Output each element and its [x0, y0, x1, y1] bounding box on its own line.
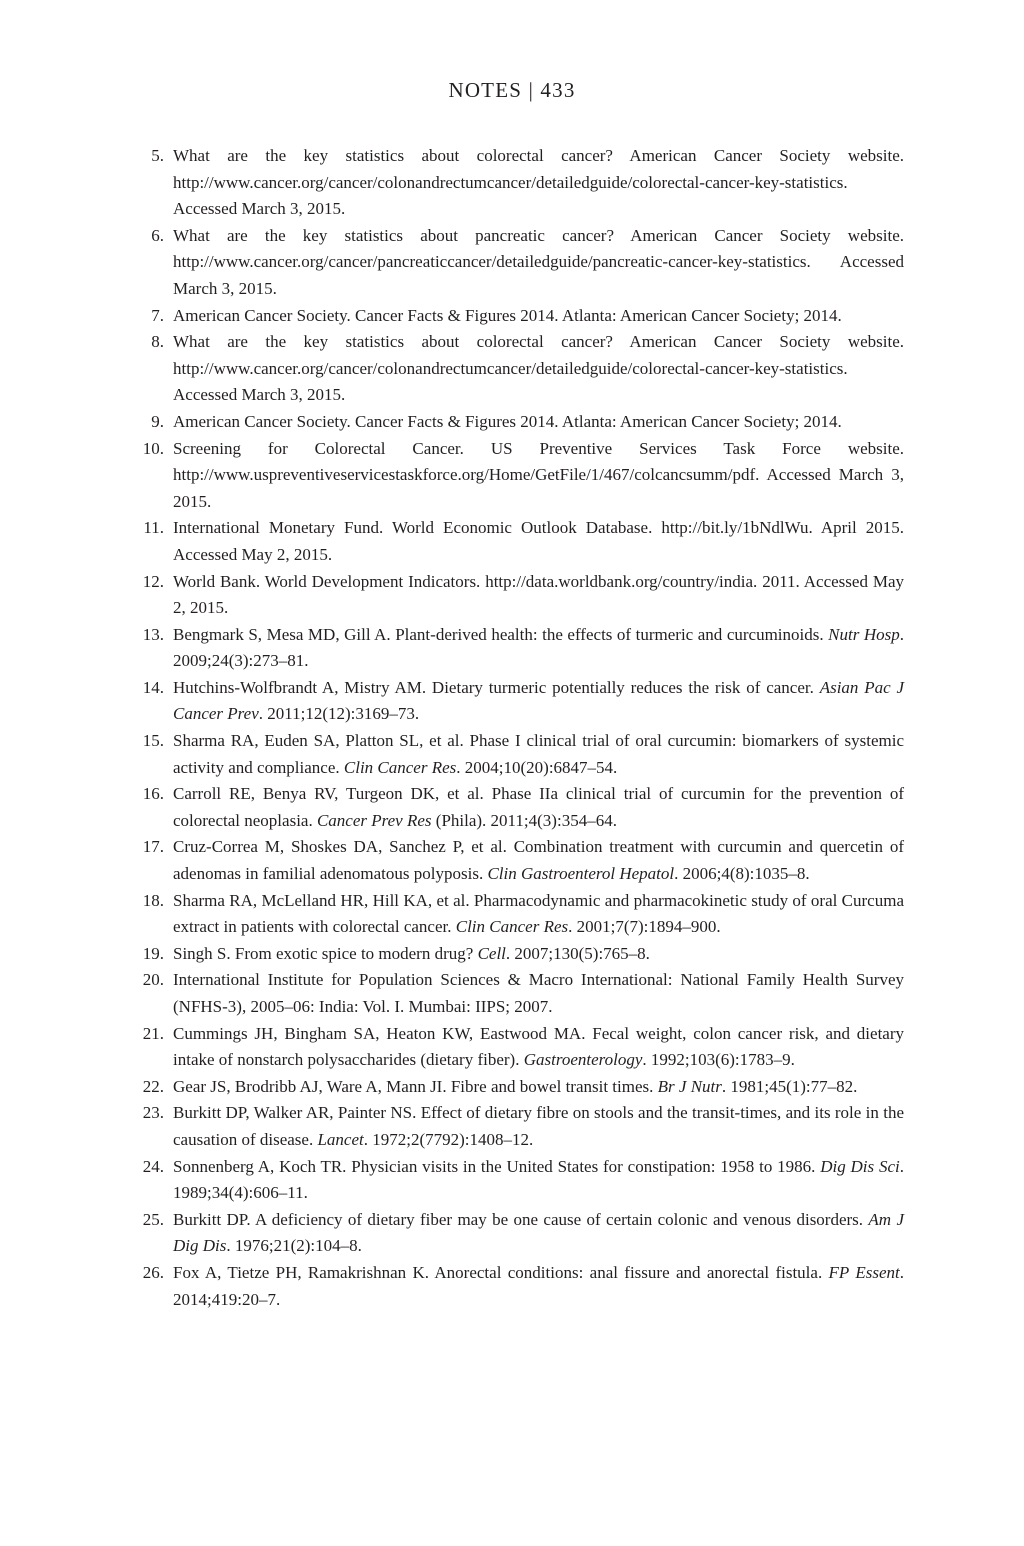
note-number: 25. — [142, 1209, 164, 1229]
journal-title: Clin Gastroenterol Hepatol — [487, 864, 675, 884]
citation-text: Sonnenberg A, Koch TR. Physician visits in the United States for constipation: 1958 to 1986. — [173, 1156, 821, 1176]
note-item — [120, 1021, 904, 1074]
journal-title: Clin Cancer Res — [455, 917, 569, 937]
note-number: 8. — [151, 332, 164, 352]
journal-title: Asian Pac J Cancer Prev — [173, 677, 905, 724]
citation-text: Bengmark S, Mesa MD, Gill A. Plant-derived health: the effects of turmeric and curcuminoids. — [173, 624, 829, 644]
citation-text: Screening for Colorectal Cancer. US Preventive Services Task Force website. http://www.uspreventiveservicestaskforce.org/Home/GetFile/1/467/colcancsumm/pdf. Accessed March 3, 2015. — [173, 438, 904, 511]
note-number: 10. — [142, 438, 164, 458]
journal-title: Lancet — [317, 1129, 364, 1149]
note-item — [120, 569, 904, 622]
note-number: 14. — [142, 677, 164, 697]
note-number: 19. — [142, 943, 164, 963]
note-text — [173, 1074, 904, 1101]
citation-text: Cruz-Correa M, Shoskes DA, Sanchez P, et al. Combination treatment with curcumin and quercetin of adenomas in familial adenomatous polyposis. — [173, 837, 904, 884]
note-text — [173, 941, 904, 968]
note-number: 11. — [143, 518, 164, 538]
note-item — [120, 967, 904, 1020]
note-text — [173, 1207, 904, 1260]
note-text — [173, 781, 904, 834]
note-number: 22. — [142, 1076, 164, 1096]
citation-text: . 2014;419:20–7. — [173, 1262, 904, 1309]
note-item — [120, 436, 904, 516]
journal-title: FP Essent — [828, 1262, 900, 1282]
citation-text: . 1981;45(1):77–82. — [721, 1076, 858, 1096]
note-number: 6. — [151, 225, 164, 245]
journal-title: Cell — [477, 943, 506, 963]
note-item — [120, 728, 904, 781]
note-text — [173, 1100, 904, 1153]
note-item — [120, 223, 904, 303]
citation-text: Burkitt DP. A deficiency of dietary fiber may be one cause of certain colonic and venous disorders. — [173, 1209, 869, 1229]
notes-list — [120, 143, 904, 1313]
citation-text: International Institute for Population Sciences & Macro International: National Family Health Survey (NFHS-3), 2005–06: India: Vol. I. Mumbai: IIPS; 2007. — [173, 970, 904, 1016]
citation-text: . 2006;4(8):1035–8. — [674, 864, 810, 884]
note-text — [173, 303, 904, 330]
citation-text: . 1989;34(4):606–11. — [173, 1156, 904, 1203]
journal-title: Dig Dis Sci — [820, 1156, 900, 1176]
note-item — [120, 1154, 904, 1207]
citation-text: Burkitt DP, Walker AR, Painter NS. Effect of dietary fibre on stools and the transit-times, and its role in the causation of disease. — [173, 1103, 904, 1149]
note-item — [120, 303, 904, 330]
note-text — [173, 515, 904, 568]
note-number: 21. — [142, 1023, 164, 1043]
journal-title: Nutr Hosp — [828, 624, 900, 644]
note-text — [173, 143, 904, 223]
citation-text: . 1976;21(2):104–8. — [226, 1236, 362, 1256]
note-text — [173, 436, 904, 516]
note-item — [120, 1260, 904, 1313]
note-text — [173, 409, 904, 436]
journal-title: Cancer Prev Res — [316, 810, 432, 830]
note-text — [173, 622, 904, 675]
citation-text: Singh S. From exotic spice to modern drug? — [173, 943, 478, 963]
note-item — [120, 888, 904, 941]
note-item — [120, 941, 904, 968]
citation-text: Carroll RE, Benya RV, Turgeon DK, et al. Phase IIa clinical trial of curcumin for the prevention of colorectal neoplasia. — [173, 784, 904, 830]
note-number: 17. — [142, 837, 164, 857]
citation-text: . 2011;12(12):3169–73. — [258, 704, 420, 724]
note-text — [173, 569, 904, 622]
citation-text: . 2004;10(20):6847–54. — [456, 757, 618, 777]
note-text — [173, 967, 904, 1020]
note-text — [173, 223, 904, 303]
note-item — [120, 1100, 904, 1153]
citation-text: . 2009;24(3):273–81. — [173, 624, 904, 671]
citation-text: American Cancer Society. Cancer Facts & Figures 2014. Atlanta: American Cancer Society; 2014. — [173, 411, 842, 431]
note-text — [173, 1021, 904, 1074]
note-text — [173, 834, 904, 887]
note-number: 16. — [142, 784, 164, 804]
citation-text: . 2007;130(5):765–8. — [505, 943, 650, 963]
note-item — [120, 834, 904, 887]
citation-text: Cummings JH, Bingham SA, Heaton KW, Eastwood MA. Fecal weight, colon cancer risk, and dietary intake of nonstarch polysaccharides (dietary fiber). — [173, 1023, 904, 1070]
note-text — [173, 1154, 904, 1207]
citation-text: . 1972;2(7792):1408–12. — [363, 1129, 534, 1149]
note-number: 24. — [142, 1156, 164, 1176]
note-item — [120, 329, 904, 409]
citation-text: What are the key statistics about colorectal cancer? American Cancer Society website. http://www.cancer.org/cancer/colonandrectumcancer/detailedguide/colorectal-cancer-key-statistics. Accessed March 3, 2015. — [173, 332, 904, 405]
note-number: 12. — [142, 571, 164, 591]
note-item — [120, 675, 904, 728]
note-item — [120, 781, 904, 834]
citation-text: Sharma RA, Euden SA, Platton SL, et al. Phase I clinical trial of oral curcumin: biomarkers of systemic activity and compliance. — [173, 731, 904, 777]
citation-text: World Bank. World Development Indicators. http://data.worldbank.org/country/india. 2011. Accessed May 2, 2015. — [173, 571, 904, 618]
journal-title: Am J Dig Dis — [173, 1209, 904, 1256]
note-text — [173, 728, 904, 781]
journal-title: Gastroenterology — [523, 1050, 643, 1070]
citation-text: . 2001;7(7):1894–900. — [568, 917, 721, 937]
running-head: NOTES | 433 — [448, 78, 576, 102]
note-item — [120, 1207, 904, 1260]
citation-text: International Monetary Fund. World Economic Outlook Database. http://bit.ly/1bNdlWu. April 2015. Accessed May 2, 2015. — [173, 518, 904, 564]
note-item — [120, 143, 904, 223]
note-item — [120, 622, 904, 675]
journal-title: Clin Cancer Res — [343, 757, 457, 777]
note-number: 7. — [151, 305, 164, 325]
note-number: 23. — [142, 1103, 164, 1123]
note-number: 13. — [142, 624, 164, 644]
citation-text: Gear JS, Brodribb AJ, Ware A, Mann JI. Fibre and bowel transit times. — [173, 1076, 658, 1096]
citation-text: . 1992;103(6):1783–9. — [642, 1050, 795, 1070]
note-number: 5. — [151, 146, 164, 165]
note-item — [120, 515, 904, 568]
note-number: 15. — [142, 731, 164, 751]
note-text — [173, 888, 904, 941]
note-text — [173, 675, 904, 728]
journal-title: Br J Nutr — [657, 1076, 722, 1096]
citation-text: (Phila). 2011;4(3):354–64. — [431, 810, 617, 830]
note-text — [173, 1260, 904, 1313]
note-number: 18. — [142, 890, 164, 910]
citation-text: American Cancer Society. Cancer Facts & Figures 2014. Atlanta: American Cancer Society; 2014. — [173, 305, 842, 325]
citation-text: What are the key statistics about pancreatic cancer? American Cancer Society website. http://www.cancer.org/cancer/pancreaticcancer/detailedguide/pancreatic-cancer-key-statistics. Accessed March 3, 2015. — [173, 225, 904, 298]
citation-text: Sharma RA, McLelland HR, Hill KA, et al. Pharmacodynamic and pharmacokinetic study of oral Curcuma extract in patients with colorectal cancer. — [173, 890, 904, 937]
note-item — [120, 1074, 904, 1101]
note-number: 9. — [151, 411, 164, 431]
citation-text: What are the key statistics about colorectal cancer? American Cancer Society website. http://www.cancer.org/cancer/colonandrectumcancer/detailedguide/colorectal-cancer-key-statistics. Accessed March 3, 2015. — [173, 146, 904, 219]
note-number: 26. — [142, 1262, 164, 1282]
note-number: 20. — [142, 970, 164, 990]
citation-text: Hutchins-Wolfbrandt A, Mistry AM. Dietary turmeric potentially reduces the risk of cancer. — [173, 677, 820, 697]
citation-text: Fox A, Tietze PH, Ramakrishnan K. Anorectal conditions: anal fissure and anorectal fistula. — [173, 1262, 829, 1282]
note-text — [173, 329, 904, 409]
note-item — [120, 409, 904, 436]
